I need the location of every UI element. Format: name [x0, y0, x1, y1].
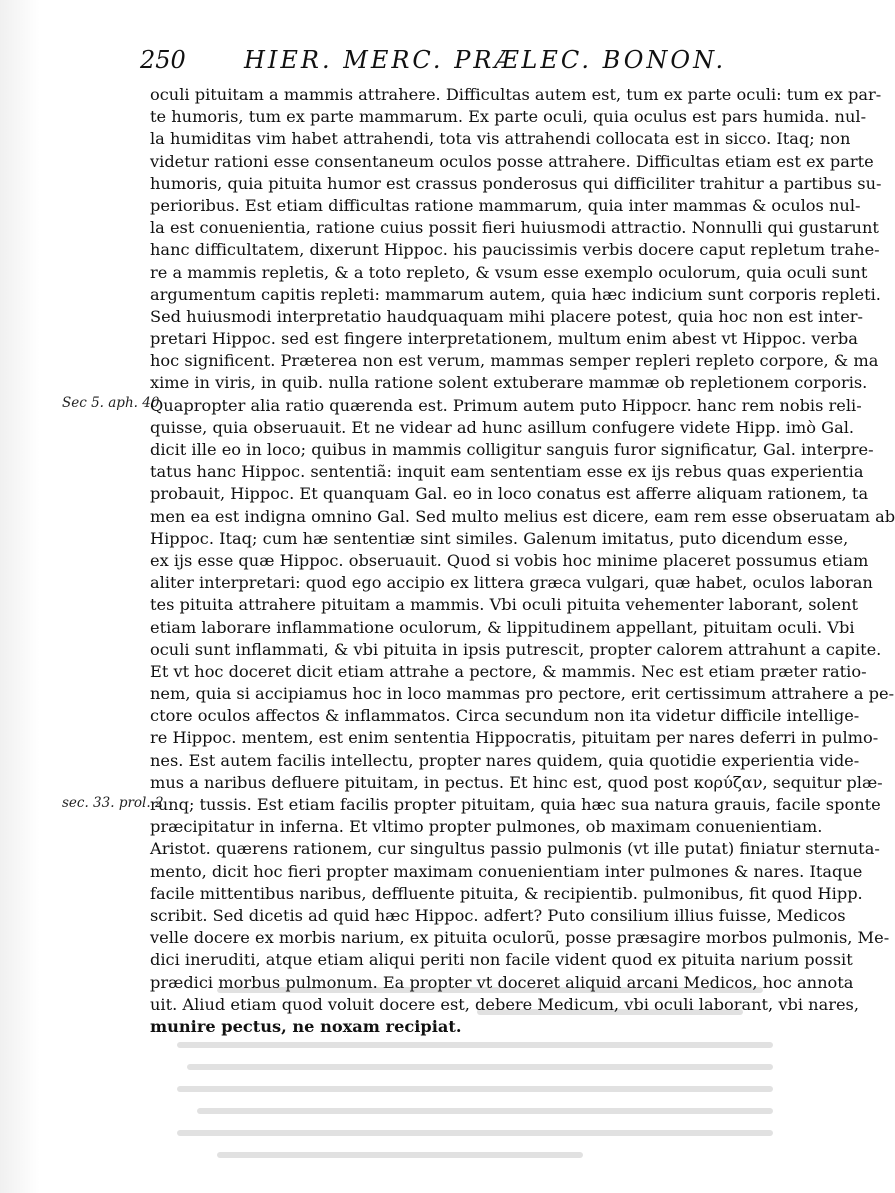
- text-line: runq; tussis. Est etiam facilis propter pituitam, quia hæc sua natura grauis, facile sponte: [150, 795, 881, 814]
- text-line: men ea est indigna omnino Gal. Sed multo melius est dicere, eam rem esse obseruatam ab: [150, 506, 895, 526]
- text-line: Quapropter alia ratio quærenda est. Primum autem puto Hippocr. hanc rem nobis reli-: [150, 395, 862, 415]
- text-line: quisse, quia obseruauit. Et ne videar ad hunc asillum confugere videte Hipp. imò Gal.: [150, 417, 855, 437]
- text-line: perioribus. Est etiam difficultas ratione mammarum, quia inter mammas & oculos nul-: [150, 195, 861, 215]
- text-line: facile mittentibus naribus, deffluente pituita, & recipientib. pulmonibus, fit quod Hipp.: [150, 883, 863, 903]
- text-line: re Hippoc. mentem, est enim sententia Hippocratis, pituitam per nares deferri in pulmo-: [150, 728, 879, 748]
- text-line: aliter interpretari: quod ego accipio ex littera græca vulgari, quæ habet, oculos laboran: [150, 573, 873, 593]
- text-line: tatus hanc Hippoc. sententiã: inquit eam sententiam esse ex ijs rebus quas experientia: [150, 462, 864, 482]
- text-line: Aristot. quærens rationem, cur singultus passio pulmonis (vt ille putat) finiatur sternuta-: [150, 839, 880, 859]
- text-line: la est conuenientia, ratione cuius possit fieri huiusmodi attractio. Nonnulli qui gustarunt: [150, 218, 879, 238]
- text-line: xime in viris, in quib. nulla ratione solent extuberare mammæ ob repletionem corporis.: [150, 373, 868, 393]
- page-gutter-shading: [0, 0, 40, 1193]
- text-line: dici ineruditi, atque etiam aliqui periti non facile vident quod ex pituita narium possit: [150, 950, 853, 970]
- text-line: nem, quia si accipiamus hoc in loco mammas pro pectore, erit certissimum attrahere a pe-: [150, 684, 895, 704]
- margin-note: Sec 5. aph. 40: [62, 395, 160, 411]
- text-line: hanc difficultatem, dixerunt Hippoc. his paucissimis verbis docere caput repletum trahe-: [150, 240, 880, 260]
- text-line: mus a naribus defluere pituitam, in pectus. Et hinc est, quod post κορύζαν, sequitur plæ-: [150, 772, 883, 792]
- page-number: 250: [140, 46, 186, 74]
- bleed-through-lines: [160, 975, 780, 1165]
- text-line: etiam laborare inflammatione oculorum, & lippitudinem appellant, pituitam oculi. Vbi: [150, 617, 855, 637]
- text-line: pretari Hippoc. sed est fingere interpretationem, multum enim abest vt Hippoc. verba: [150, 329, 858, 349]
- text-line: oculi sunt inflammati, & vbi pituita in ipsis putrescit, propter calorem attrahunt a capite.: [150, 639, 882, 659]
- text-line: Hippoc. Itaq; cum hæ sententiæ sint similes. Galenum imitatus, puto dicendum esse,: [150, 528, 849, 548]
- text-line: præcipitatur in inferna. Et vltimo propter pulmones, ob maximam conuenientiam.: [150, 817, 823, 837]
- text-line: scribit. Sed dicetis ad quid hæc Hippoc. adfert? Puto consilium illius fuisse, Medicos: [150, 905, 846, 925]
- running-head: HIER. MERC. PRÆLEC. BONON.: [244, 46, 727, 74]
- text-line: prædici morbus pulmonum. Ea propter vt doceret aliquid arcani Medicos, hoc annota: [150, 972, 854, 992]
- text-line: argumentum capitis repleti: mammarum autem, quia hæc indicium sunt corporis repleti.: [150, 284, 881, 304]
- body-text: [150, 84, 895, 1038]
- text-line: dicit ille eo in loco; quibus in mammis colligitur sanguis furor significatur, Gal. interpre-: [150, 440, 874, 459]
- text-line: oculi pituitam a mammis attrahere. Difficultas autem est, tum ex parte oculi: tum ex par-: [150, 85, 882, 104]
- text-line: nes. Est autem facilis intellectu, propter nares quidem, quia quotidie experientia vide-: [150, 750, 860, 770]
- text-line: te humoris, tum ex parte mammarum. Ex parte oculi, quia oculus est pars humida. nul-: [150, 107, 867, 127]
- text-line: mento, dicit hoc fieri propter maximam conuenientiam inter pulmones & nares. Itaque: [150, 861, 863, 881]
- text-line: re a mammis repletis, & a toto repleto, & vsum esse exemplo oculorum, quia oculi sunt: [150, 262, 868, 282]
- text-line: ctore oculos affectos & inflammatos. Circa secundum non ita videtur difficile intellige-: [150, 706, 860, 726]
- text-line: humoris, quia pituita humor est crassus ponderosus qui difficiliter trahitur a partibus su-: [150, 173, 882, 193]
- text-line: Et vt hoc doceret dicit etiam attrahe a pectore, & mammis. Nec est etiam præter ratio-: [150, 661, 867, 681]
- text-line: munire pectus, ne noxam recipiat.: [150, 1016, 462, 1036]
- text-line: tes pituita attrahere pituitam a mammis. Vbi oculi pituita vehementer laborant, solent: [150, 595, 858, 615]
- text-line: hoc significent. Præterea non est verum, mammas semper repleri repleto corpore, & ma: [150, 351, 879, 371]
- bleed-through-texture: [160, 975, 780, 1165]
- page-header: [140, 44, 780, 78]
- text-line: Sed huiusmodi interpretatio haudquaquam mihi placere potest, quia hoc non est inter-: [150, 306, 863, 326]
- margin-note: sec. 33. prol. 2: [62, 795, 164, 811]
- text-line: uit. Aliud etiam quod voluit docere est, debere Medicum, vbi oculi laborant, vbi nares,: [150, 994, 860, 1014]
- text-line: la humiditas vim habet attrahendi, tota vis attrahendi collocata est in sicco. Itaq; non: [150, 129, 851, 149]
- text-line: probauit, Hippoc. Et quanquam Gal. eo in loco conatus est afferre aliquam rationem, ta: [150, 484, 869, 504]
- text-line: ex ijs esse quæ Hippoc. obseruauit. Quod si vobis hoc minime placeret possumus etiam: [150, 550, 869, 570]
- text-line: velle docere ex morbis narium, ex pituita oculorũ, posse præsagire morbos pulmonis, Me-: [150, 928, 890, 948]
- text-line: videtur rationi esse consentaneum oculos posse attrahere. Difficultas etiam est ex parte: [150, 151, 874, 171]
